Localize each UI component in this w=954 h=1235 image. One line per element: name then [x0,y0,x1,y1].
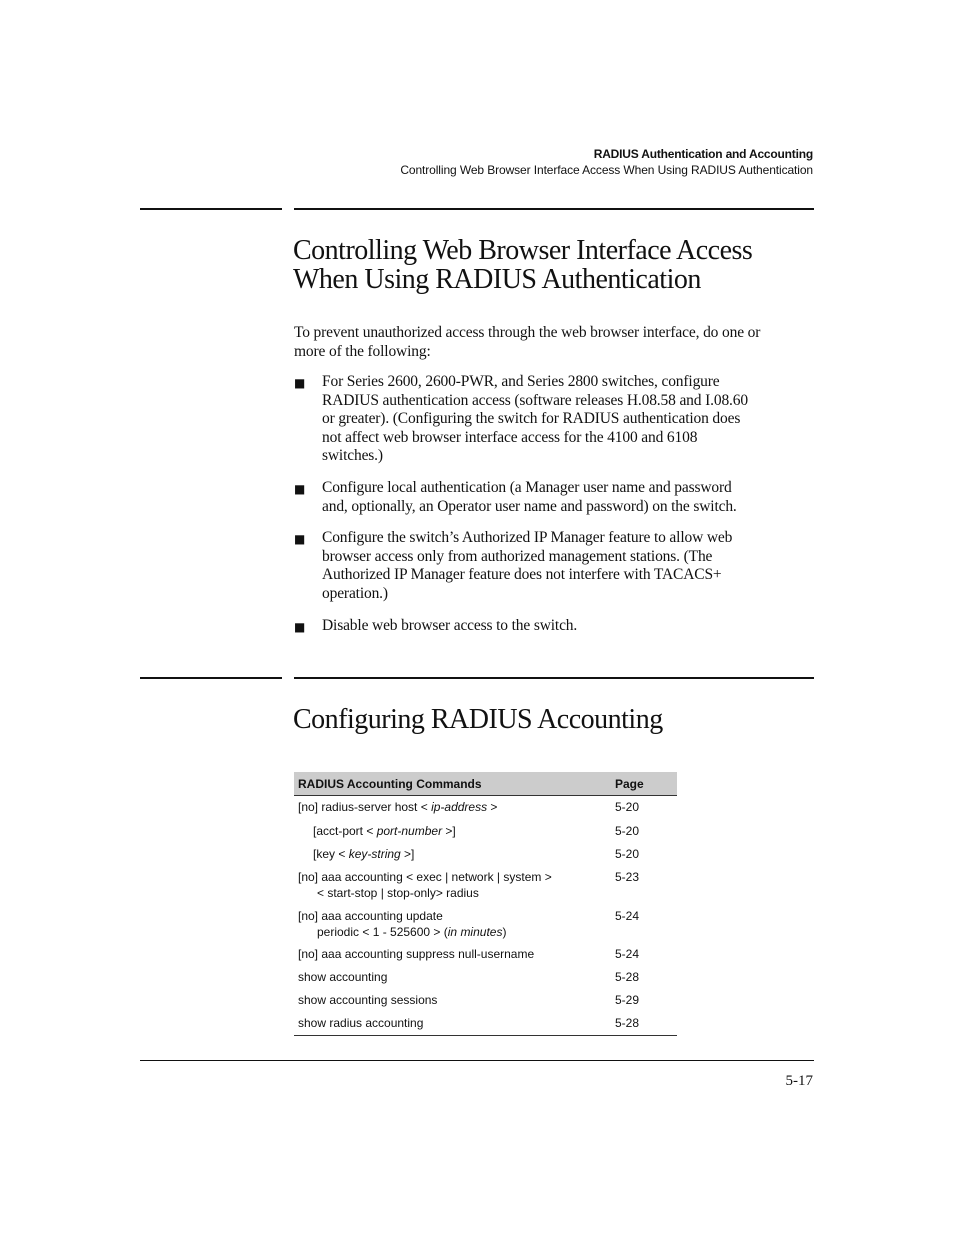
bullet-marker: ■ [294,482,306,496]
bullet-marker: ■ [294,620,306,634]
section-title: Configuring RADIUS Accounting [293,704,663,735]
section-title-line-1: Controlling Web Browser Interface Access [293,235,753,266]
bullet-item-1 [322,373,802,466]
bullet-item-3 [322,529,802,603]
page-cell: 5-20 [615,824,640,838]
command-cell: [acct-port < port-number >] [313,824,456,838]
command-cell: [no] aaa accounting suppress null-username [298,947,535,961]
table-row [294,866,677,905]
bullet-line: Configure the switch’s Authorized IP Manager feature to allow web [322,529,733,546]
footer-rule [140,1060,814,1061]
intro-paragraph [294,324,814,361]
bullet-line: and, optionally, an Operator user name and password) on the switch. [322,497,737,515]
table-row [294,819,677,843]
page-cell: 5-28 [615,1013,677,1036]
page-cell: 5-23 [615,870,640,884]
bullet-line: Configure local authentication (a Manager user name and password [322,479,732,496]
column-header-command: RADIUS Accounting Commands [294,772,615,796]
command-cell: show accounting sessions [298,993,438,1007]
table-row [294,796,677,820]
radius-accounting-commands-table [294,772,677,1036]
bullet-line: or greater). (Configuring the switch for RADIUS authentication does [322,410,741,428]
intro-line: To prevent unauthorized access through the web browser interface, do one or [294,324,761,341]
page-cell: 5-29 [615,993,640,1007]
table-row [294,967,677,990]
page-cell: 5-24 [615,947,640,961]
command-cell: [key < key-string >] [313,847,415,861]
table-row [294,843,677,866]
page-cell: 5-28 [615,970,640,984]
section-rule-right [294,677,814,679]
bullet-marker: ■ [294,376,306,390]
command-cell: [no] radius-server host < ip-address > [298,800,498,814]
command-cell: [no] aaa accounting update periodic < 1 - 525600 > (in minutes) [298,909,507,939]
page-cell: 5-20 [615,847,640,861]
bullet-line: Disable web browser access to the switch. [322,617,578,634]
section-rule-left [140,208,282,210]
table-row [294,905,677,944]
table-row [294,990,677,1013]
bullet-line: Authorized IP Manager feature does not interfere with TACACS+ [322,566,722,584]
command-cell: show accounting [298,970,388,984]
section-title-line-2: When Using RADIUS Authentication [293,264,701,295]
running-header-section: Controlling Web Browser Interface Access When Using RADIUS Authentication [400,163,813,177]
section-rule-left [140,677,282,679]
bullet-item-2 [322,479,802,516]
command-cell: [no] aaa accounting < exec | network | system > < start-stop | stop-only> radius [298,870,552,900]
page-cell: 5-20 [615,800,640,814]
section-rule-right [294,208,814,210]
bullet-line: browser access only from authorized management stations. (The [322,547,713,565]
running-header-chapter: RADIUS Authentication and Accounting [593,147,813,161]
bullet-line: not affect web browser interface access for the 4100 and 6108 [322,428,698,446]
bullet-line: For Series 2600, 2600-PWR, and Series 2800 switches, configure [322,373,720,390]
table-row [294,944,677,967]
bullet-marker: ■ [294,532,306,546]
bullet-line: RADIUS authentication access (software releases H.08.58 and I.08.60 [322,391,748,409]
page-number: 5-17 [785,1073,813,1089]
bullet-line: operation.) [322,584,388,602]
command-cell: show radius accounting [294,1013,615,1036]
column-header-page: Page [615,772,677,796]
bullet-item-4 [322,617,802,636]
table-header-row [294,772,677,796]
table-row [294,1013,677,1036]
bullet-line: switches.) [322,447,383,465]
intro-line: more of the following: [294,342,431,360]
page-cell: 5-24 [615,909,640,923]
